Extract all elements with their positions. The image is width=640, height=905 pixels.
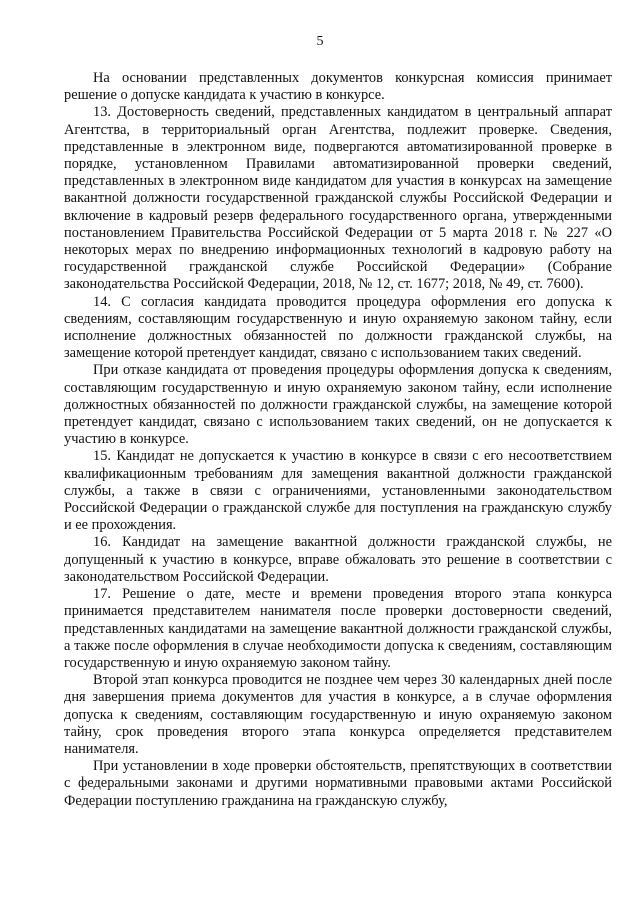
paragraph-13-verification: 13. Достоверность сведений, представленных кандидатом в центральный аппарат Агентства, в территориальный орган Агентства, подлежит проверке. Сведения, представленные в электронном виде, подвергаются автоматизированной проверке в порядке, установленном Правилами автоматизированной проверки сведений, представленных в электронном виде кандидатом для участия в конкурсах на замещение вакантной должности государственной гражданской службы Российской Федерации и включение в кадровый резерв федерального государственного органа, утвержденными постановлением Правительства Российской Федерации от 5 марта 2018 г. № 227 «О некоторых мерах по внедрению информационных технологий в кадровую работу на государственной гражданской службе Российской Федерации» (Собрание законодательства Российской Федерации, 2018, № 12, ст. 1677; 2018, № 49, ст. 7600). <box>64 104 612 293</box>
paragraph-17-second-stage-decision: 17. Решение о дате, месте и времени проведения второго этапа конкурса принимается представителем нанимателя после проверки достоверности сведений, представленных кандидатами на замещение вакантной должности гражданской службы, а также после оформления в случае необходимости допуска к сведениям, составляющим государственную и иную охраняемую законом тайну. <box>64 586 612 671</box>
paragraph-16-appeal: 16. Кандидат на замещение вакантной должности гражданской службы, не допущенный к участию в конкурсе, вправе обжаловать это решение в соответствии с законодательством Российской Федерации. <box>64 534 612 585</box>
paragraph-14-clearance: 14. С согласия кандидата проводится процедура оформления его допуска к сведениям, составляющим государственную и иную охраняемую законом тайну, если исполнение должностных обязанностей по должности гражданской службы, на замещение которой претендует кандидат, связано с использованием таких сведений. <box>64 293 612 362</box>
page-number: 5 <box>316 34 324 49</box>
paragraph-circumstances: При установлении в ходе проверки обстоятельств, препятствующих в соответствии с федеральными законами и другими нормативными правовыми актами Российской Федерации поступлению гражданина на гражданскую службу, <box>64 758 612 809</box>
paragraph-15-non-admission: 15. Кандидат не допускается к участию в конкурсе в связи с его несоответствием квалификационным требованиям для замещения вакантной должности гражданской службы, а также в связи с ограничениями, установленными законодательством Российской Федерации о гражданской службе для поступления на гражданскую службу и ее прохождения. <box>64 448 612 534</box>
paragraph-clearance-refusal: При отказе кандидата от проведения процедуры оформления допуска к сведениям, составляющим государственную и иную охраняемую законом тайну, если исполнение должностных обязанностей по должности гражданской службы, на замещение которой претендует кандидат, связано с использованием таких сведений, он не допускается к участию в конкурсе. <box>64 362 612 448</box>
paragraph-second-stage-timing: Второй этап конкурса проводится не позднее чем через 30 календарных дней после дня завершения приема документов для участия в конкурсе, а в случае оформления допуска к сведениям, составляющим государственную и иную охраняемую законом тайну, срок проведения второго этапа конкурса определяется представителем нанимателя. <box>64 672 612 757</box>
paragraph-admission-decision: На основании представленных документов конкурсная комиссия принимает решение о допуске кандидата к участию в конкурсе. <box>64 70 612 104</box>
document-body <box>64 70 612 810</box>
